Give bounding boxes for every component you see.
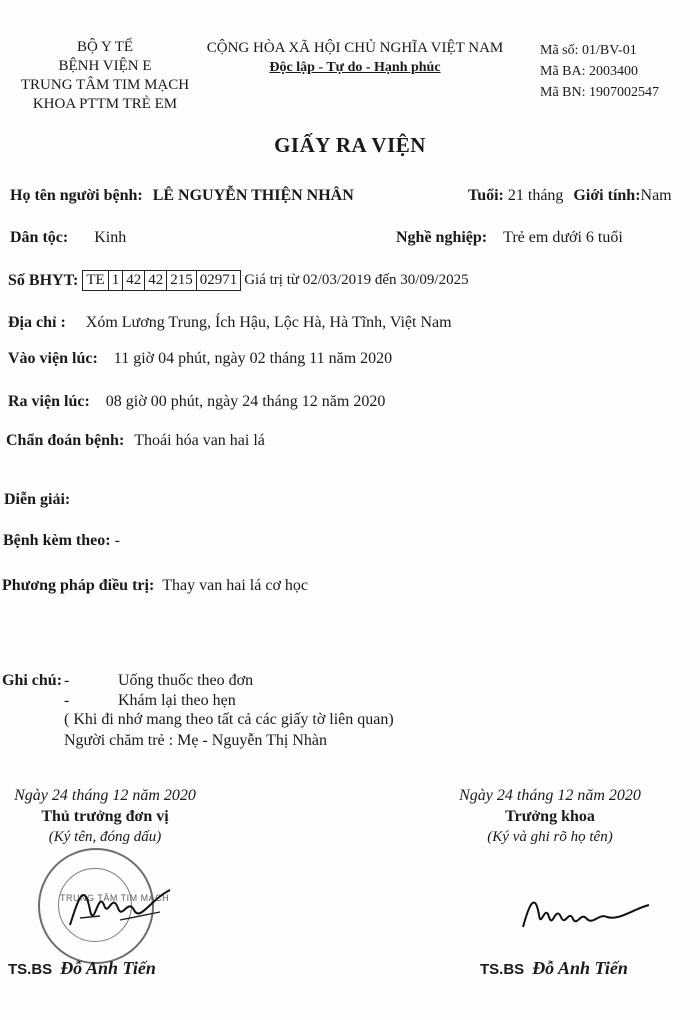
hospital-header (10, 38, 200, 114)
gender-value: Nam (640, 187, 672, 204)
admission-value: 11 giờ 04 phút, ngày 02 tháng 11 năm 2020 (113, 350, 393, 367)
insurance-box: 215 (166, 270, 197, 291)
nation-motto: Độc lập - Tự do - Hạnh phúc (269, 60, 441, 75)
left-signature-date: Ngày 24 tháng 12 năm 2020 (14, 787, 196, 804)
patient-number-value: 1907002547 (589, 85, 659, 100)
age-gender-row (468, 187, 672, 205)
center-name: TRUNG TÂM TIM MẠCH (20, 77, 190, 93)
address-label: Địa chỉ : (8, 314, 66, 331)
record-number-label: Mã BA: (540, 64, 586, 79)
explanation-label: Diễn giải: (4, 491, 71, 508)
admission-label: Vào viện lúc: (8, 350, 98, 367)
gender-label: Giới tính: (573, 187, 641, 204)
notes-item: Uống thuốc theo đơn (118, 672, 254, 689)
nation-header (190, 40, 520, 76)
comorbidity-value: - (114, 532, 120, 549)
diagnosis-value: Thoái hóa van hai lá (134, 432, 265, 449)
hospital-name: BỆNH VIỆN E (58, 58, 152, 74)
right-signature-role: Trưởng khoa (505, 808, 595, 825)
age-label: Tuổi: (468, 187, 504, 204)
left-signature-block (0, 787, 210, 846)
left-signer-title: TS.BS (8, 961, 53, 978)
insurance-box: 42 (122, 270, 145, 291)
address-value: Xóm Lương Trung, Ích Hậu, Lộc Hà, Hà Tĩnh, Việt Nam (85, 314, 452, 331)
insurance-box: 42 (144, 270, 167, 291)
record-number-value: 2003400 (589, 64, 638, 79)
insurance-label: Số BHYT: (8, 271, 79, 289)
ministry-name: BỘ Y TẾ (76, 39, 134, 55)
record-codes (540, 40, 659, 103)
discharge-value: 08 giờ 00 phút, ngày 24 tháng 12 năm 2020 (105, 393, 386, 410)
department-name: KHOA PTTM TRẺ EM (32, 96, 178, 112)
comorbidity-label: Bệnh kèm theo: (3, 532, 111, 549)
patient-name-value: LÊ NGUYỄN THIỆN NHÂN (152, 187, 354, 204)
left-signature-note: (Ký tên, đóng dấu) (48, 829, 162, 845)
right-signature-scribble (515, 885, 655, 935)
discharge-label: Ra viện lúc: (8, 393, 90, 410)
right-signer-title: TS.BS (480, 961, 525, 978)
ethnicity-row (10, 229, 126, 247)
nation-name: CỘNG HÒA XÃ HỘI CHỦ NGHĨA VIỆT NAM (206, 40, 504, 56)
insurance-box: TE (82, 270, 108, 291)
right-signature-note: (Ký và ghi rõ họ tên) (487, 829, 613, 845)
insurance-box: 1 (108, 270, 124, 291)
occupation-value: Trẻ em dưới 6 tuổi (503, 229, 623, 246)
patient-name-label: Họ tên người bệnh: (10, 187, 143, 204)
diagnosis-label: Chẩn đoán bệnh: (6, 432, 125, 449)
right-signature-date: Ngày 24 tháng 12 năm 2020 (459, 787, 641, 804)
occupation-label: Nghề nghiệp: (396, 229, 488, 246)
diagnosis-row (6, 432, 265, 450)
left-signer-name: Đỗ Anh Tiến (60, 958, 156, 978)
ethnicity-value: Kinh (94, 229, 127, 246)
stamp-text: TRUNG TÂM TIM MẠCH (60, 893, 170, 903)
patient-number-label: Mã BN: (540, 85, 586, 100)
address-row (8, 314, 452, 332)
notes-bullet: - (64, 672, 70, 689)
notes-label: Ghi chú: (2, 672, 63, 689)
right-signer-name: Đỗ Anh Tiến (532, 958, 628, 978)
admission-row (8, 350, 392, 368)
treatment-row (2, 577, 308, 595)
right-signer (480, 958, 628, 979)
ethnicity-label: Dân tộc: (10, 229, 69, 246)
insurance-validity: Giá trị từ 02/03/2019 đến 30/09/2025 (244, 272, 469, 288)
document-title: GIẤY RA VIỆN (274, 133, 426, 157)
insurance-box: 02971 (196, 270, 242, 291)
left-signature-role: Thủ trưởng đơn vị (41, 808, 169, 825)
insurance-row (8, 270, 469, 291)
treatment-value: Thay van hai lá cơ học (162, 577, 309, 594)
right-signature-block (440, 787, 660, 846)
notes-caregiver: Người chăm trẻ : Mẹ - Nguyễn Thị Nhàn (64, 732, 327, 749)
patient-name-row (10, 187, 354, 205)
left-signer (8, 958, 156, 979)
insurance-number-boxes (82, 270, 240, 291)
comorbidity-row (3, 532, 120, 550)
notes-bullet: - (64, 692, 70, 709)
discharge-row (8, 393, 385, 411)
age-value: 21 tháng (507, 187, 564, 204)
notes-reminder: ( Khi đi nhớ mang theo tất cả các giấy tờ liên quan) (64, 711, 394, 728)
occupation-row (396, 229, 623, 247)
notes-item: Khám lại theo hẹn (118, 692, 236, 709)
form-code: Mã số: 01/BV-01 (540, 43, 637, 58)
treatment-label: Phương pháp điều trị: (2, 577, 155, 594)
left-signature-scribble (60, 870, 180, 940)
